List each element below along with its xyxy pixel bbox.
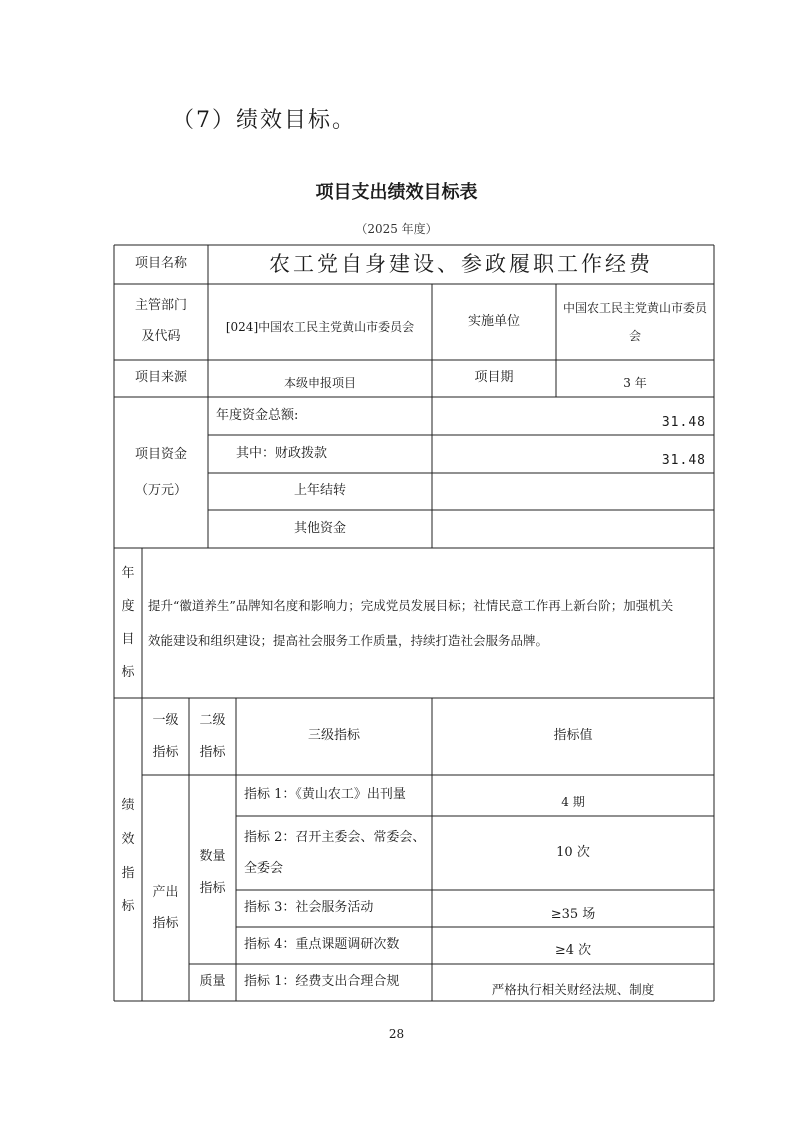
- quantity-line1: 数量: [199, 849, 226, 865]
- funds-carryover-label: 上年结转: [293, 483, 346, 499]
- funds-label: [114, 397, 208, 548]
- indicator-row-3-name: 指标 3：社会服务活动: [244, 900, 374, 916]
- quantity-line2: 指标: [199, 880, 226, 896]
- indicator-row-2-name-line1: 指标 2：召开主委会、常委会、: [244, 829, 426, 845]
- funds-label-line1: 项目资金: [134, 447, 187, 463]
- indicator-side-label: [114, 698, 142, 1001]
- indicator-row-1-name: 指标 1：《黄山农工》出刊量: [244, 787, 406, 803]
- indicator-side-char: 绩: [121, 797, 135, 813]
- dept-label: [114, 284, 208, 360]
- year-label: （2025 年度）: [355, 222, 438, 236]
- impl-unit-label: 实施单位: [467, 313, 520, 329]
- funds-fiscal-label: 其中：财政拨款: [236, 445, 328, 461]
- annual-goal-char: 年: [121, 565, 135, 581]
- indicator-row-2-name: [236, 816, 432, 890]
- indicator-side-char: 标: [121, 899, 135, 915]
- funds-label-line2: （万元）: [134, 482, 187, 498]
- source-value: 本级申报项目: [283, 376, 356, 391]
- annual-goal-line2: 效能建设和组织建设；提高社会服务工作质量，持续打造社会服务品牌。: [148, 633, 549, 648]
- period-label: 项目期: [474, 370, 514, 386]
- annual-goal-char: 目: [121, 632, 135, 647]
- annual-goal-char: 标: [121, 665, 135, 681]
- annual-goal-text: [142, 548, 714, 698]
- header-value: 指标值: [553, 728, 593, 744]
- quality-indicator-label: 质量: [199, 974, 226, 990]
- impl-unit-line1: 中国农工民主党黄山市委员: [562, 300, 707, 315]
- dept-value: [024]中国农工民主党黄山市委员会: [225, 319, 415, 334]
- annual-goal-line1: 提升“徽道养生”品牌知名度和影响力；完成党员发展目标；社情民意工作再上新台阶；加强机关: [148, 598, 674, 613]
- header-level3: 三级指标: [307, 728, 360, 744]
- funds-other-value: [432, 510, 714, 548]
- header-level2: [189, 698, 236, 775]
- project-name-label: 项目名称: [134, 256, 187, 272]
- output-indicator-label: [142, 775, 189, 1001]
- dept-label-line1: 主管部门: [134, 298, 187, 314]
- indicator-row-2-value: 10 次: [556, 844, 590, 860]
- indicator-row-5-name: 指标 1：经费支出合理合规: [244, 974, 400, 990]
- indicator-row-4-value: ≥4 次: [554, 943, 592, 959]
- table-title: 项目支出绩效目标表: [315, 182, 478, 203]
- header-level1: [142, 698, 189, 775]
- header-level1-line1: 一级: [152, 713, 179, 729]
- dept-label-line2: 及代码: [141, 329, 181, 344]
- impl-unit-line2: 会: [628, 329, 641, 343]
- indicator-row-1-value: 4 期: [561, 795, 585, 810]
- funds-total-label: 年度资金总额:: [216, 407, 299, 423]
- source-label: 项目来源: [134, 370, 187, 386]
- annual-goal-char: 度: [121, 598, 135, 614]
- project-name-value: 农工党自身建设、参政履职工作经费: [269, 251, 653, 276]
- impl-unit-value: [556, 284, 714, 360]
- section-heading: （7）绩效目标。: [172, 108, 356, 133]
- page-number: 28: [388, 1027, 405, 1041]
- output-line2: 指标: [152, 916, 179, 931]
- indicator-row-3-value: ≥35 场: [550, 907, 596, 923]
- period-value: 3 年: [623, 376, 647, 391]
- quantity-indicator-label: [189, 775, 236, 964]
- header-level2-line1: 二级: [199, 713, 226, 729]
- header-level1-line2: 指标: [152, 744, 179, 760]
- indicator-row-4-name: 指标 4：重点课题调研次数: [244, 937, 400, 953]
- funds-carryover-value: [432, 473, 714, 510]
- indicator-side-char: 指: [121, 865, 135, 881]
- output-line1: 产出: [152, 884, 179, 900]
- indicator-row-5-value: 严格执行相关财经法规、制度: [491, 981, 655, 997]
- indicator-row-2-name-line2: 全委会: [244, 861, 284, 876]
- header-level2-line2: 指标: [199, 744, 226, 760]
- annual-goal-label: [114, 548, 142, 698]
- funds-total-value: 31.48: [661, 414, 706, 430]
- indicator-side-char: 效: [121, 831, 135, 847]
- funds-fiscal-value: 31.48: [661, 452, 706, 468]
- funds-other-label: 其他资金: [293, 520, 346, 536]
